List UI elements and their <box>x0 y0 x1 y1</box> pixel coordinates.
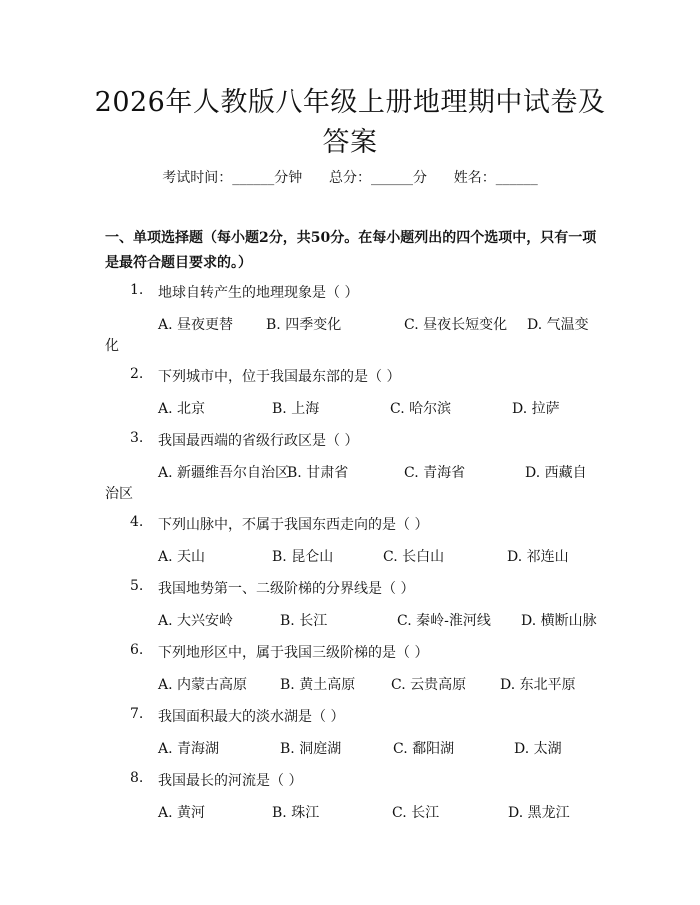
option-c: C. 长白山 <box>383 549 445 565</box>
option-c: C. 哈尔滨 <box>390 401 452 417</box>
option-d: D. 拉萨 <box>512 401 560 417</box>
option-d: D. 黑龙江 <box>508 805 570 821</box>
question-stem: 下列城市中，位于我国最东部的是（ ） <box>158 369 401 385</box>
option-b: B. 甘肃省 <box>287 465 349 481</box>
question-number: 8. <box>130 770 144 786</box>
question-number: 6. <box>130 642 144 658</box>
option-d: D. 太湖 <box>514 741 562 757</box>
question-number: 3. <box>130 430 144 446</box>
question-stem: 地球自转产生的地理现象是（ ） <box>158 285 359 301</box>
question-number: 1. <box>130 282 144 298</box>
option-a: A. 青海湖 <box>158 741 220 757</box>
option-b: B. 洞庭湖 <box>280 741 342 757</box>
question-stem: 下列山脉中，不属于我国东西走向的是（ ） <box>158 517 429 533</box>
question-number: 4. <box>130 514 144 530</box>
question-stem: 我国最长的河流是（ ） <box>158 773 303 789</box>
option-a: A. 昼夜更替 <box>158 317 234 333</box>
question-stem: 我国地势第一、二级阶梯的分界线是（ ） <box>158 581 415 597</box>
option-b: B. 珠江 <box>272 805 320 821</box>
option-a: A. 黄河 <box>158 805 206 821</box>
question-number: 5. <box>130 578 144 594</box>
option-a: A. 内蒙古高原 <box>158 677 248 693</box>
option-a: A. 天山 <box>158 549 206 565</box>
question-number: 7. <box>130 706 144 722</box>
document-title: 2026年人教版八年级上册地理期中试卷及答案 <box>94 87 606 158</box>
option-wrap: 治区 <box>105 486 133 502</box>
option-a: A. 新疆维吾尔自治区 <box>158 465 290 481</box>
option-a: A. 大兴安岭 <box>158 613 234 629</box>
option-c: C. 鄱阳湖 <box>393 741 455 757</box>
option-b: B. 昆仑山 <box>272 549 334 565</box>
option-c: C. 秦岭-淮河线 <box>397 613 491 629</box>
option-d: D. 祁连山 <box>507 549 569 565</box>
option-d: D. 气温变 <box>527 317 589 333</box>
option-c: C. 青海省 <box>404 465 466 481</box>
option-a: A. 北京 <box>158 401 206 417</box>
exam-info-line: 考试时间：______分钟 总分：______分 姓名：______ <box>162 170 538 186</box>
option-d: D. 横断山脉 <box>521 613 597 629</box>
option-c: C. 云贵高原 <box>391 677 467 693</box>
section-header: 一、单项选择题（每小题2分，共50分。在每小题列出的四个选项中，只有一项是最符合题目要求的。） <box>105 230 597 271</box>
question-number: 2. <box>130 366 144 382</box>
question-stem: 下列地形区中，属于我国三级阶梯的是（ ） <box>158 645 429 661</box>
option-b: B. 上海 <box>272 401 320 417</box>
option-b: B. 黄土高原 <box>280 677 356 693</box>
option-d: D. 西藏自 <box>525 465 587 481</box>
option-c: C. 长江 <box>392 805 440 821</box>
option-b: B. 四季变化 <box>266 317 342 333</box>
question-stem: 我国面积最大的淡水湖是（ ） <box>158 709 345 725</box>
option-d: D. 东北平原 <box>500 677 576 693</box>
option-b: B. 长江 <box>280 613 328 629</box>
option-c: C. 昼夜长短变化 <box>404 317 508 333</box>
option-wrap: 化 <box>105 338 119 354</box>
question-stem: 我国最西端的省级行政区是（ ） <box>158 433 359 449</box>
